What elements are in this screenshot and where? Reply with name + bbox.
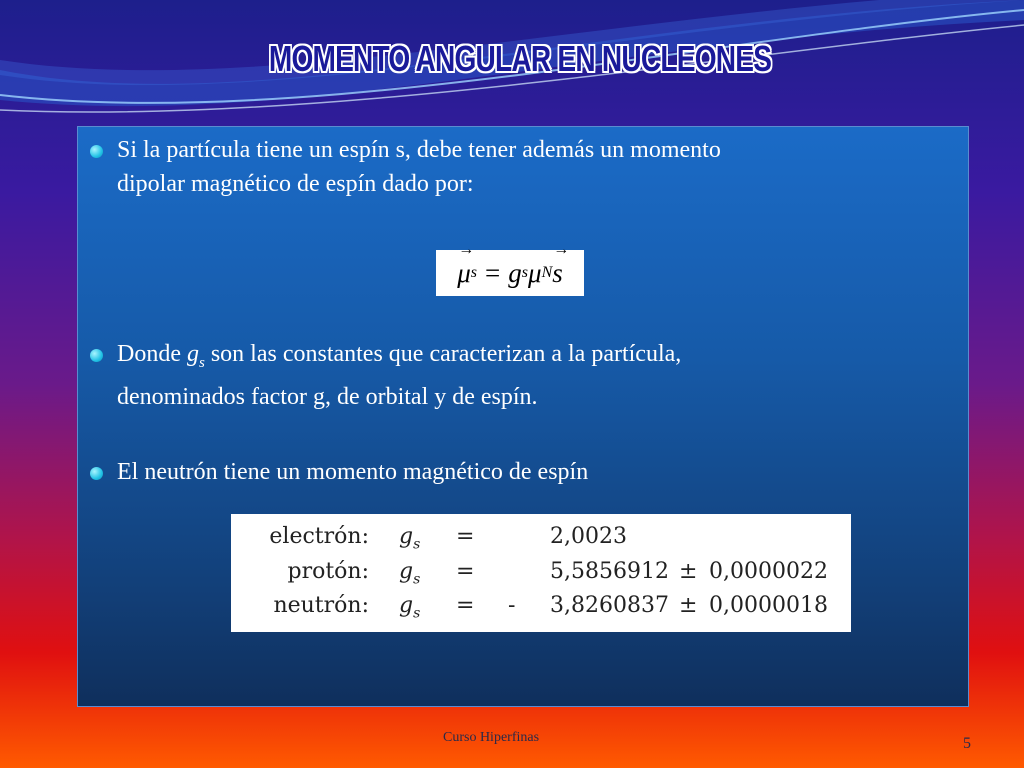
page-number: 5 [963,735,971,752]
table-row-proton: protón: $g_s$ = 5,5856912 ± 0,0000022 [287,559,828,588]
bullet-2-line-1: Donde $g_s$ son las constantes que caracterizan a la partícula, [117,341,682,371]
mu-vector-symbol: → μ [457,258,471,289]
mu-subscript: s [470,264,478,281]
table-row-electron: electrón: $g_s$ = 2,0023 [269,524,627,553]
bullet-dot-icon [90,145,103,158]
bullet-1-line-2: dipolar magnético de espín dado por: [117,171,474,197]
bullet-1-line-1: Si la partícula tiene un espín s, debe tener además un momento [117,137,721,163]
s-vector-symbol: → s [552,258,563,289]
bullet-g-factor [90,337,958,414]
gs-values-table [231,514,851,632]
bullet-spin-dipole [90,133,958,201]
bullet-2-line-2: denominados factor g, de orbital y de espín. [117,383,538,410]
bullet-dot-icon [90,467,103,480]
mu-n-subscript: N [541,264,553,281]
gs-symbol: $g_s$ [186,341,205,371]
table-row-neutron: neutrón: $g_s$ = - 3,8260837 ± 0,0000018 [273,593,828,622]
equals-sign: = [485,257,501,288]
bullet-neutron [90,455,958,489]
bullet-3-text: El neutrón tiene un momento magnético de espín [117,459,589,485]
bullet-dot-icon [90,349,103,362]
slide-footer: Curso Hiperfinas [443,730,540,745]
spin-magnetic-moment-formula [436,250,584,296]
g-symbol: g [508,257,522,288]
content-panel [77,126,969,707]
slide-title: MOMENTO ANGULAR EN NUCLEONES [268,38,772,79]
mu-n-symbol: μ [528,257,542,288]
g-subscript: s [521,264,528,281]
